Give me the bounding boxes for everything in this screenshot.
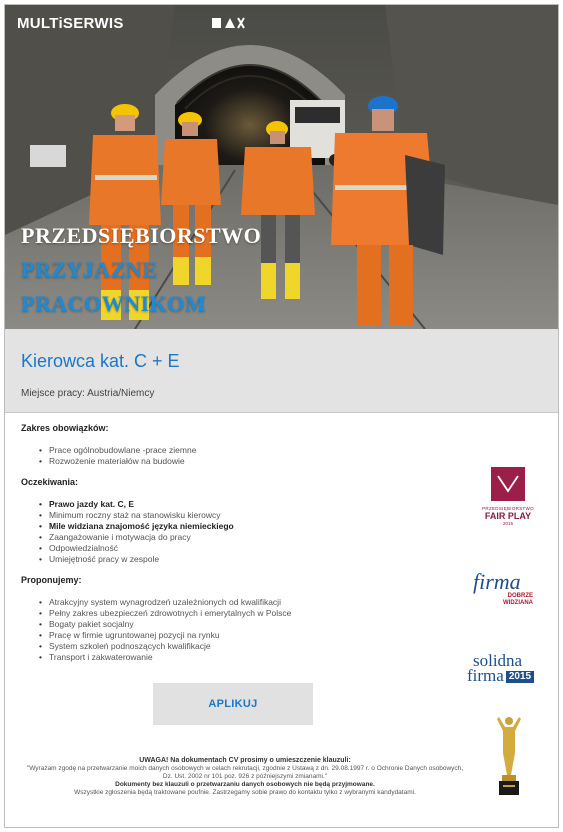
expectations-list <box>39 499 441 565</box>
job-description <box>21 419 441 673</box>
expectations-heading: Oczekiwania: <box>21 477 79 487</box>
duties-list <box>39 445 441 467</box>
footer-clause: "Wyrażam zgodę na przetwarzanie moich danych osobowych w celach rekrutacji, zgodnie z Ustawą z dn. 29.08.1997 r. o Ochronie Danych osobowych, Dz. Ust. 2002 nr 101 poz. 926 z późniejszymi zmianami." <box>26 765 464 780</box>
fair-play-logo-icon <box>491 467 525 501</box>
solidna-firma-word: firma <box>467 666 504 685</box>
list-item: • Umiejętność pracy w zespole <box>39 554 441 565</box>
headline-line-2: PRZYJAZNE <box>21 257 158 282</box>
firma-dobrze: DOBRZE <box>507 593 533 599</box>
workplace-label: Miejsce pracy: Austria/Niemcy <box>21 388 155 399</box>
list-item: • Pełny zakres ubezpieczeń zdrowotnych i emerytalnych w Polsce <box>39 608 441 619</box>
headline-line-3: PRACOWNIKOM <box>21 291 207 316</box>
fair-play-badge <box>478 467 538 537</box>
fair-play-year: 2015 <box>502 521 513 526</box>
legal-footer <box>25 757 465 797</box>
offer-list <box>39 597 441 663</box>
fair-play-top: PRZEDSIĘBIORSTWO <box>482 506 534 511</box>
job-title: Kierowca kat. C + E <box>21 351 180 371</box>
hero-headline <box>21 219 261 321</box>
job-title-band <box>5 329 558 413</box>
trophy-statue-icon <box>489 713 529 797</box>
headline-line-1: PRZEDSIĘBIORSTWO <box>21 223 262 248</box>
firma-widziana: WIDZIANA <box>503 600 533 606</box>
footer-confidential: Wszystkie zgłoszenia będą traktowane poufnie. Zastrzegamy sobie prawo do kontaktu tylko z wybranymi kandydatami. <box>74 789 416 796</box>
list-item: • Prace ogólnobudowlane -prace ziemne <box>39 445 441 456</box>
list-item: • Bogaty pakiet socjalny <box>39 619 441 630</box>
solidna-year: 2015 <box>506 671 534 683</box>
firma-word: firma <box>473 569 521 594</box>
apply-button[interactable]: APLIKUJ <box>153 683 313 725</box>
list-item: • Prawo jazdy kat. C, E <box>39 499 441 510</box>
list-item: • Transport i zakwaterowanie <box>39 652 441 663</box>
offer-heading: Proponujemy: <box>21 575 82 585</box>
list-item: • Zaangażowanie i motywacja do pracy <box>39 532 441 543</box>
firma-dobrze-widziana-badge <box>473 571 537 611</box>
fair-play-main: FAIR PLAY <box>484 511 532 521</box>
solidna-firma-badge <box>467 653 551 683</box>
hero-banner <box>5 5 558 329</box>
email-frame <box>4 4 559 828</box>
footer-warning: UWAGA! Na dokumentach CV prosimy o umieszczenie klauzuli: <box>139 757 351 764</box>
list-item: • Pracę w firmie ugruntowanej pozycji na rynku <box>39 630 441 641</box>
brand-mark-icon <box>211 15 245 31</box>
list-item: • Atrakcyjny system wynagrodzeń uzależnionych od kwalifikacji <box>39 597 441 608</box>
brand-logo: MULTiSERWIS <box>17 15 124 32</box>
list-item: • Odpowiedzialność <box>39 543 441 554</box>
list-item: • Minimum roczny staż na stanowisku kierowcy <box>39 510 441 521</box>
list-item: • System szkoleń podnoszących kwalifikacje <box>39 641 441 652</box>
duties-heading: Zakres obowiązków: <box>21 423 109 433</box>
footer-note: Dokumenty bez klauzuli o przetwarzaniu danych osobowych nie będą przyjmowane. <box>115 781 375 788</box>
list-item: • Rozwożenie materiałów na budowie <box>39 456 441 467</box>
list-item: • Mile widziana znajomość języka niemieckiego <box>39 521 441 532</box>
solidna-word: solidna <box>473 651 523 670</box>
